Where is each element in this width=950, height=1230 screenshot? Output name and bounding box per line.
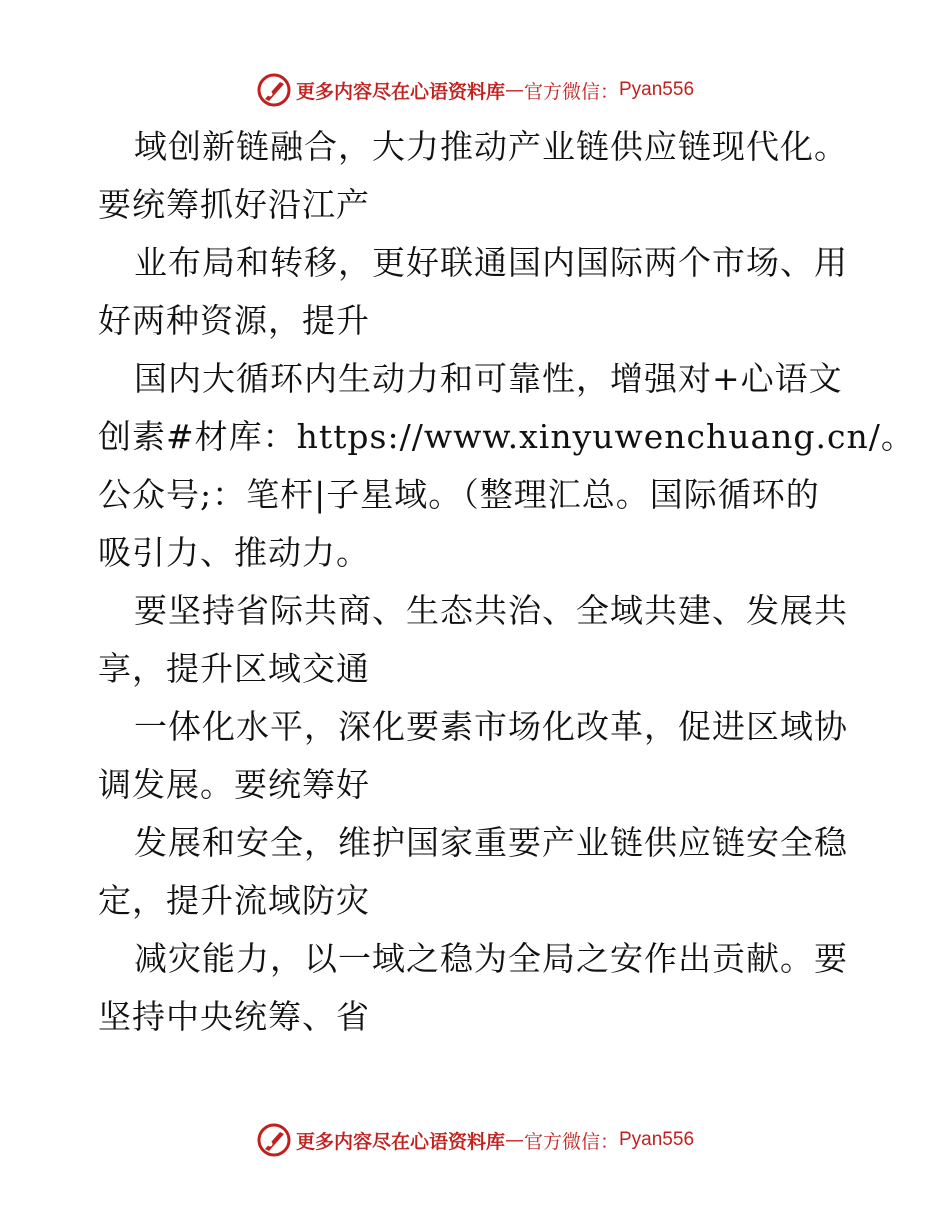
banner-separator: —: [504, 79, 524, 101]
banner-wechat-label: 官方微信：: [523, 80, 619, 103]
banner-site-text: 更多内容尽在心语资料库: [295, 80, 505, 103]
body-line: 坚持中央统筹、省: [98, 997, 370, 1036]
quill-logo-icon: [256, 72, 292, 108]
body-line: 创素#材库：https://www.xinyuwenchuang.cn/。: [98, 417, 915, 456]
body-line: 好两种资源，提升: [98, 301, 370, 340]
header-banner: [0, 70, 950, 110]
body-line: 调发展。要统筹好: [98, 765, 370, 804]
body-line: 要坚持省际共商、生态共治、全域共建、发展共: [134, 591, 848, 630]
quill-logo-icon: [256, 1122, 292, 1158]
document-body: [98, 118, 915, 1046]
body-line: 享，提升区域交通: [98, 649, 370, 688]
banner-wechat-label: 官方微信：: [523, 1130, 619, 1153]
body-line: 公众号;：笔杆|子星域。（整理汇总。国际循环的: [98, 475, 820, 514]
body-line: 一体化水平，深化要素市场化改革，促进区域协: [134, 707, 848, 746]
body-line: 定，提升流域防灾: [98, 881, 370, 920]
banner-wechat-id: Pyan556: [619, 79, 695, 100]
body-line: 减灾能力，以一域之稳为全局之安作出贡献。要: [134, 939, 848, 978]
body-line: 国内大循环内生动力和可靠性，增强对+心语文: [134, 359, 843, 398]
banner-wechat-id: Pyan556: [619, 1129, 695, 1150]
banner-site-text: 更多内容尽在心语资料库: [295, 1130, 505, 1153]
banner-separator: —: [504, 1129, 524, 1151]
body-line: 发展和安全，维护国家重要产业链供应链安全稳: [134, 823, 848, 862]
body-line: 域创新链融合，大力推动产业链供应链现代化。: [134, 127, 848, 166]
body-line: 吸引力、推动力。: [98, 533, 370, 572]
footer-banner: [0, 1120, 950, 1160]
body-line: 要统筹抓好沿江产: [98, 185, 370, 224]
body-line: 业布局和转移，更好联通国内国际两个市场、用: [134, 243, 848, 282]
